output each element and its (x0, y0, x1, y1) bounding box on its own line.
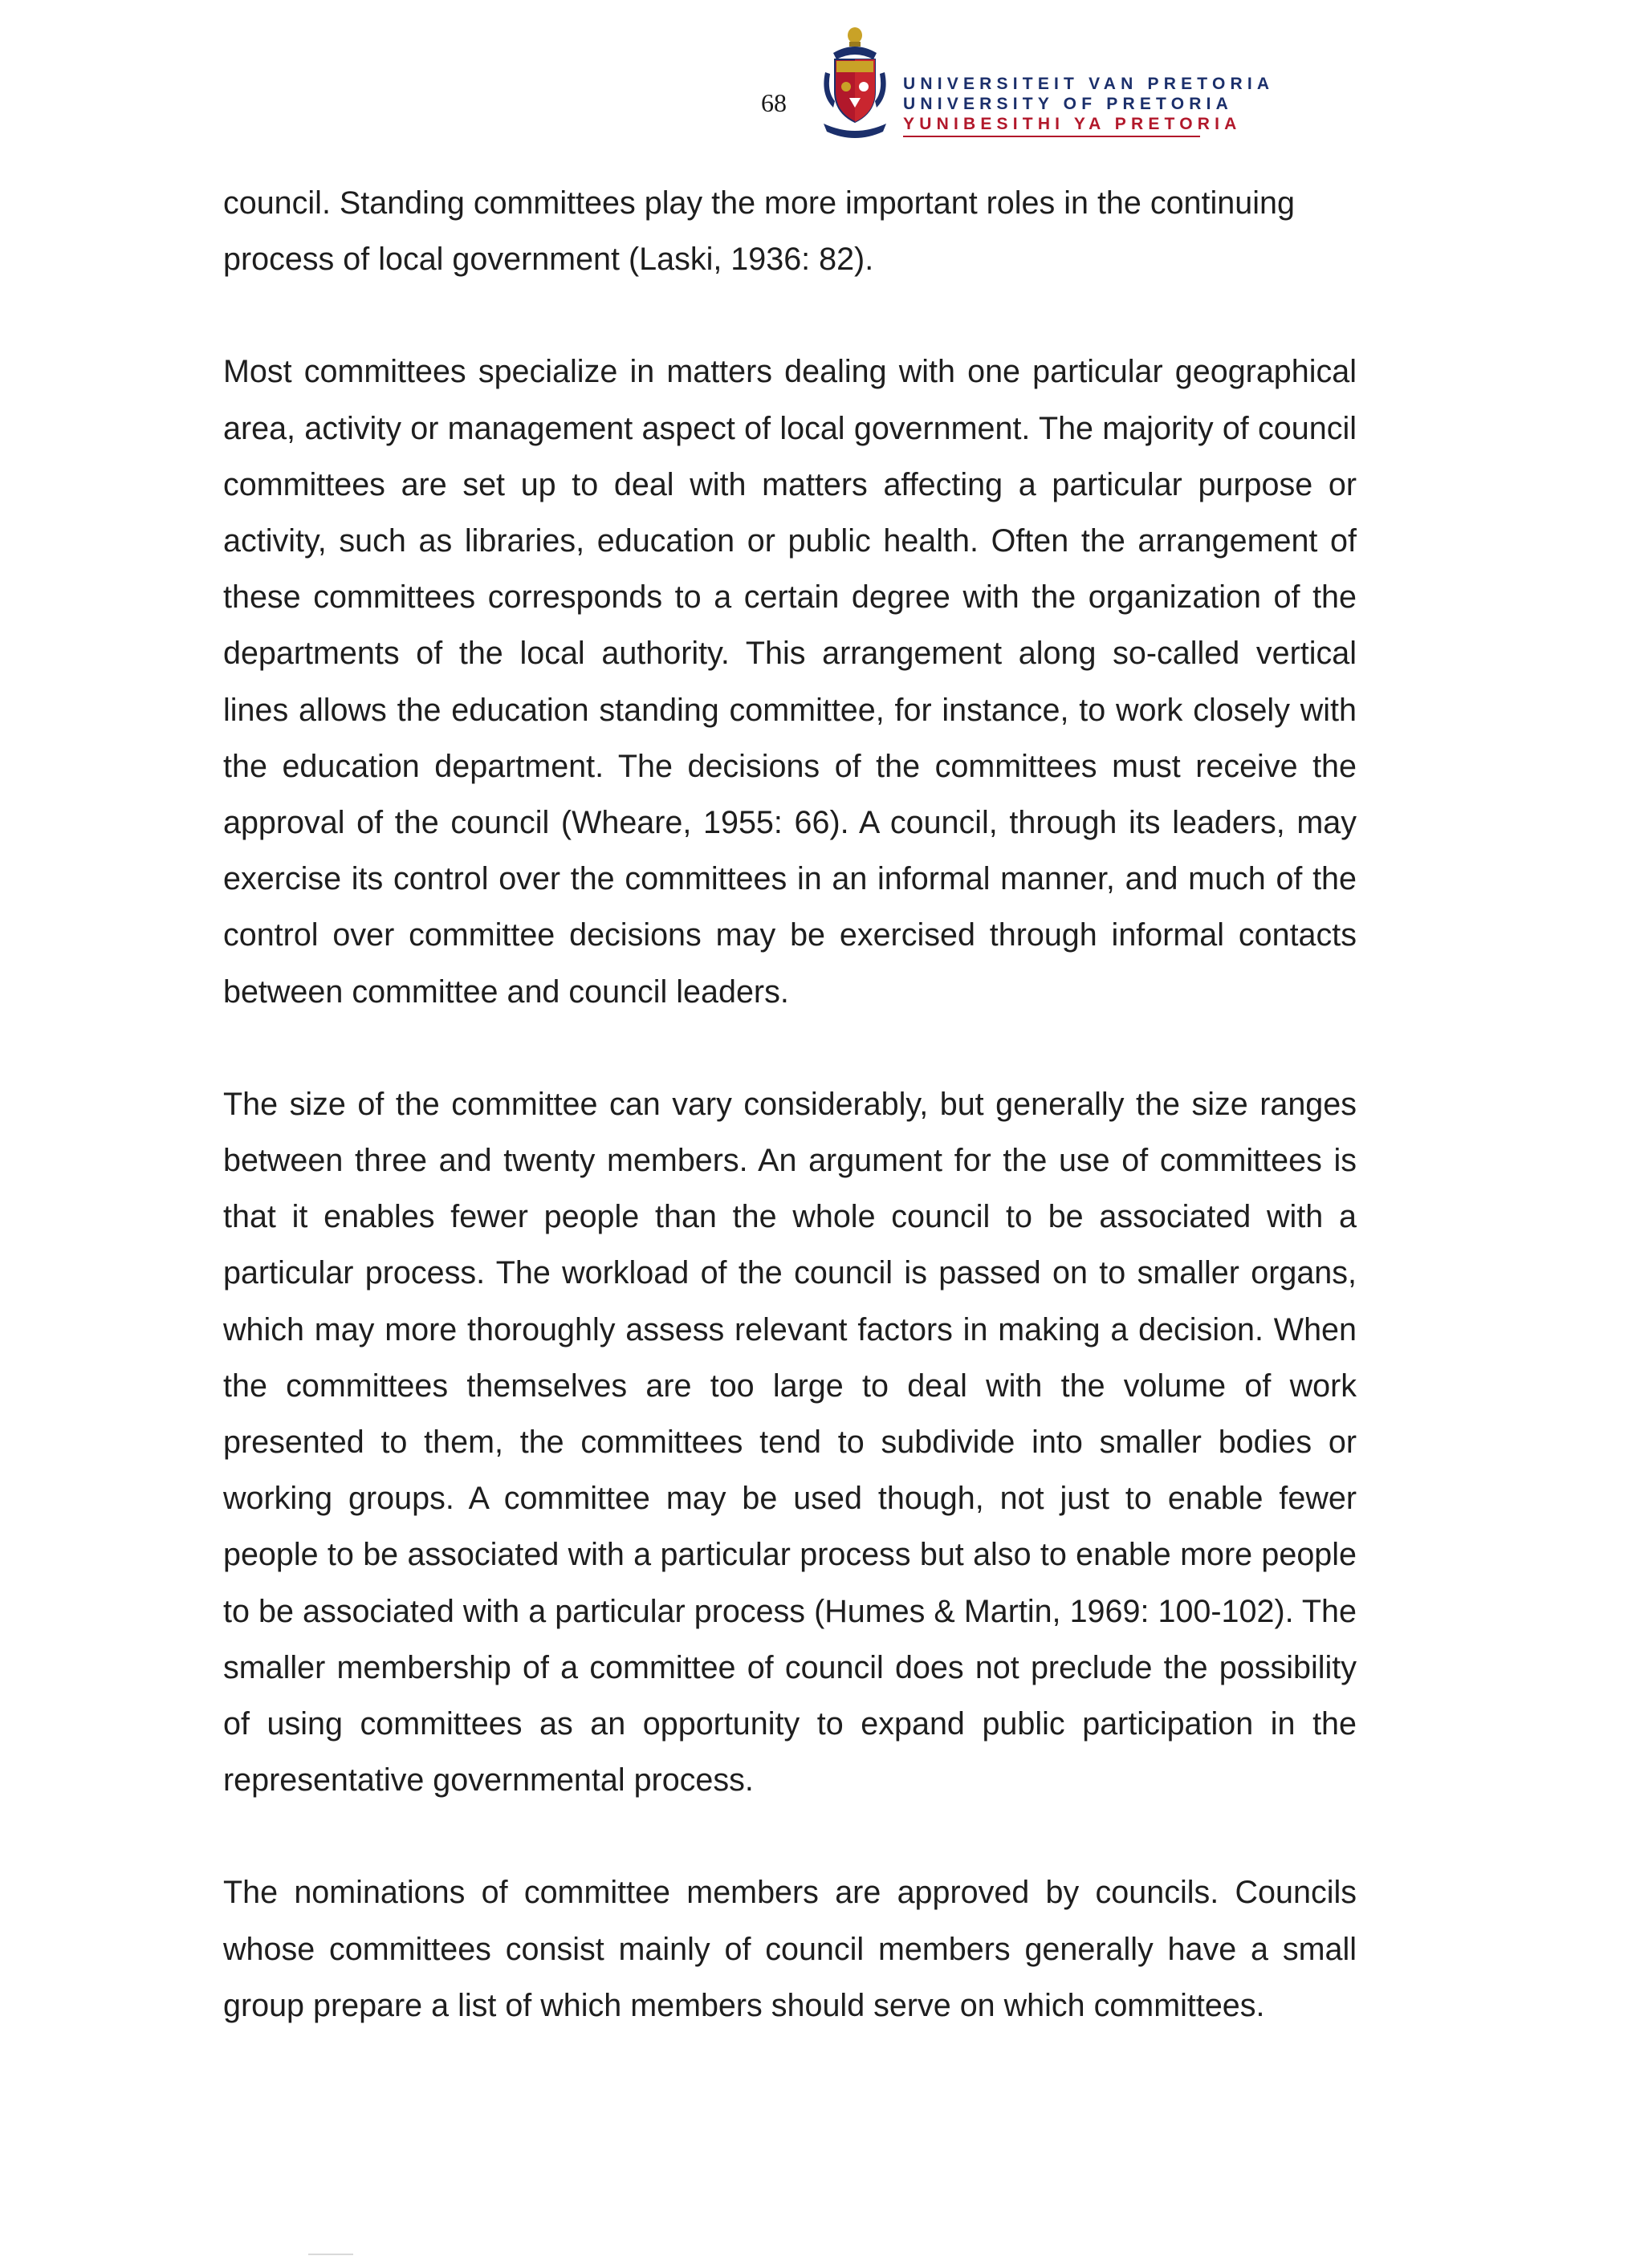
paragraph: council. Standing committees play the more important roles in the continuing process of local government (Laski, 1936: 82). (223, 185, 1295, 278)
university-name-sepedi: YUNIBESITHI YA PRETORIA (903, 115, 1242, 133)
footer-mark (308, 2254, 353, 2255)
body-text (223, 175, 1357, 2090)
paragraph: The size of the committee can vary considerably, but generally the size ranges between three and twenty members. An argument for the use of committees is that it enables fewer people than the whole council to be associated with a particular process. The workload of the council is passed on to smaller organs, which may more thoroughly assess relevant factors in making a decision. When the committees themselves are too large to deal with the volume of work presented to them, the committees tend to subdivide into smaller bodies or working groups. A committee may be used though, not just to enable fewer people to be associated with a particular process but also to enable more people to be associated with a particular process (Humes & Martin, 1969: 100-102). The smaller membership of a committee of council does not preclude the possibility of using committees as an opportunity to expand public participation in the representative governmental process. (223, 1086, 1357, 1799)
header-rule (903, 136, 1200, 137)
university-crest-icon (817, 24, 893, 144)
page-header (755, 24, 1275, 144)
paragraph: The nominations of committee members are approved by councils. Councils whose committees consist mainly of council members generally have a small group prepare a list of which members should serve on which committees. (223, 1875, 1357, 2023)
paragraph: Most committees specialize in matters dealing with one particular geographical area, activity or management aspect of local government. The majority of council committees are set up to deal with matters affecting a particular purpose or activity, such as libraries, education or public health. Often the arrangement of these committees corresponds to a certain degree with the organization of the departments of the local authority. This arrangement along so-called vertical lines allows the education standing committee, for instance, to work closely with the education department. The decisions of the committees must receive the approval of the council (Wheare, 1955: 66). A council, through its leaders, may exercise its control over the committees in an informal manner, and much of the control over committee decisions may be exercised through informal contacts between committee and council leaders. (223, 354, 1357, 1010)
university-name-block (903, 74, 1275, 137)
university-name-afrikaans: UNIVERSITEIT VAN PRETORIA (903, 75, 1275, 93)
page-number: 68 (761, 88, 787, 117)
university-name-english: UNIVERSITY OF PRETORIA (903, 95, 1233, 113)
